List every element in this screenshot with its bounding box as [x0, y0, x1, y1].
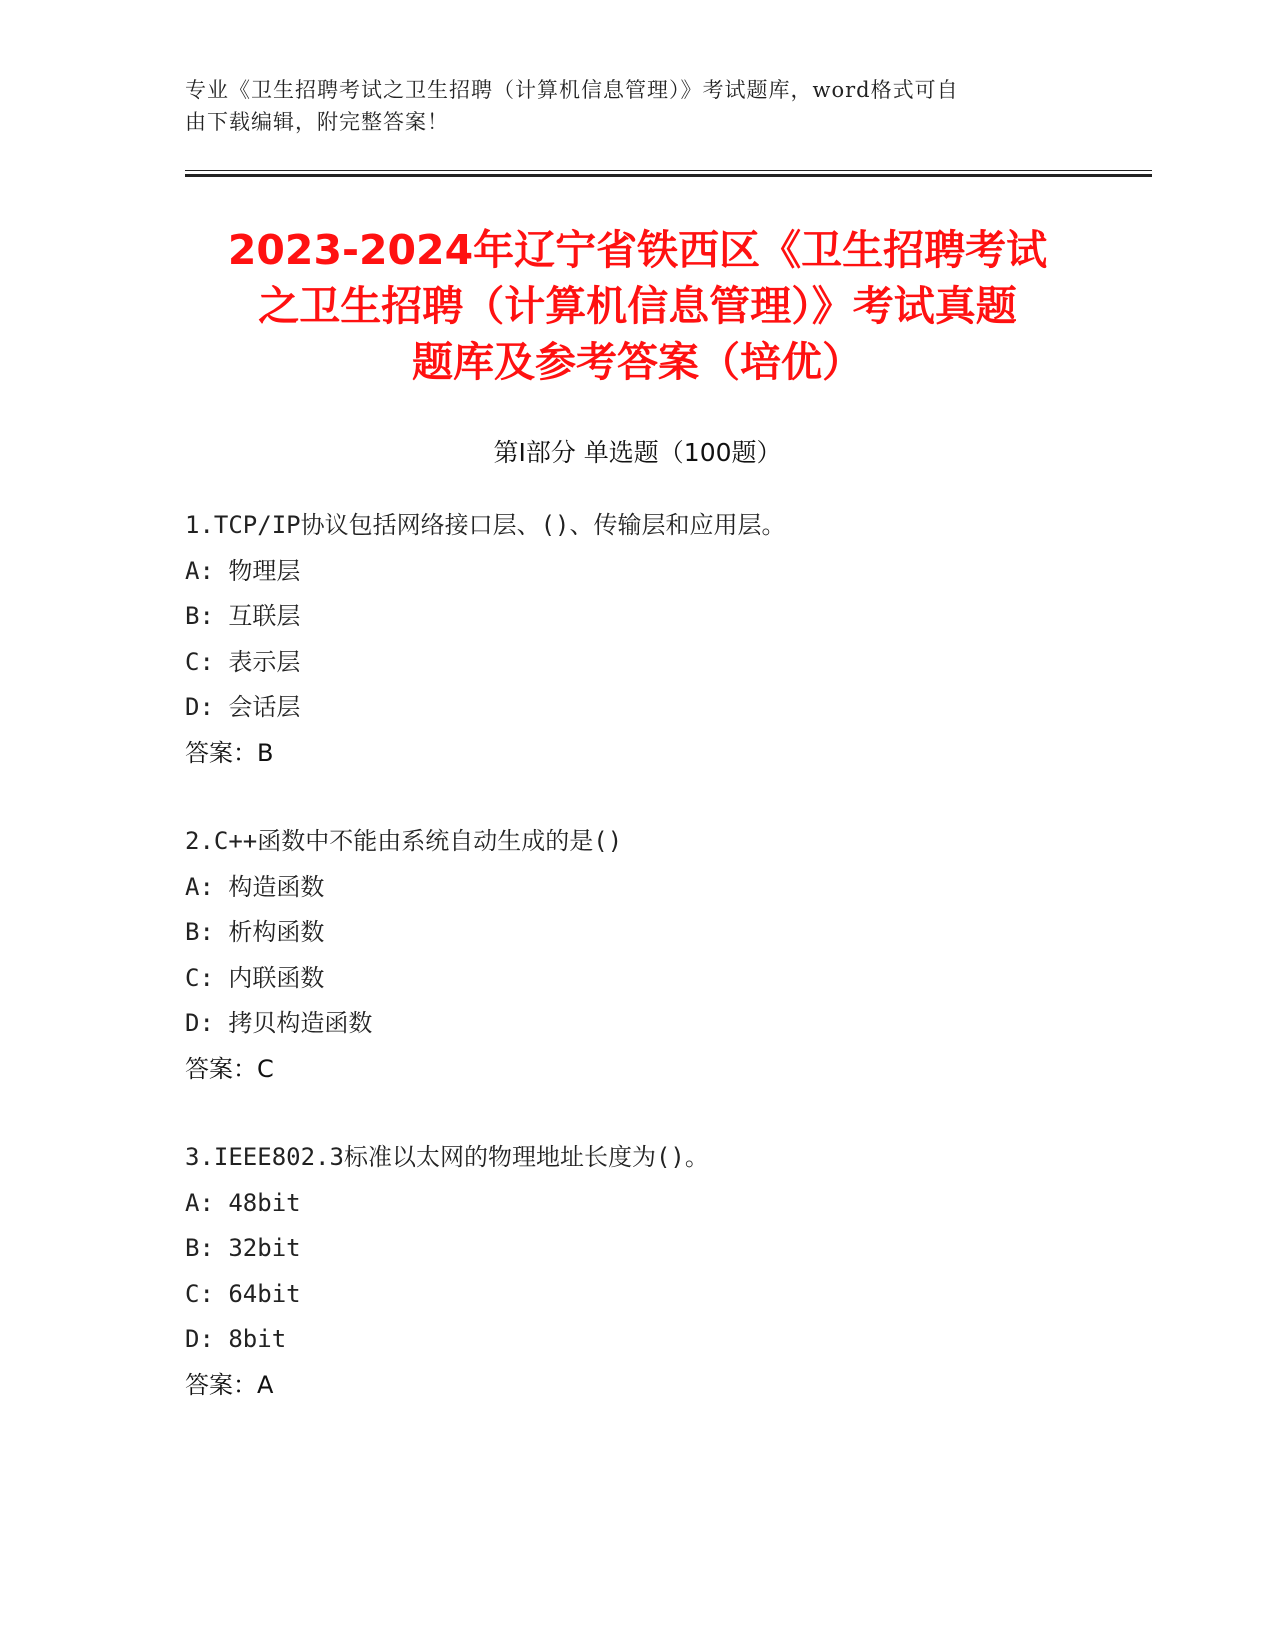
option-b: B: 互联层 [185, 602, 301, 630]
document-title-line-2: 之卫生招聘（计算机信息管理）》考试真题 [258, 282, 1017, 330]
option-c: C: 64bit [185, 1279, 301, 1308]
option-d: D: 8bit [185, 1325, 287, 1353]
header-note [185, 74, 1065, 138]
answer-line: 答案：A [185, 1370, 274, 1399]
option-a: A: 48bit [185, 1188, 301, 1217]
document-title-line-1: 2023-2024年辽宁省铁西区《卫生招聘考试 [227, 226, 1048, 274]
option-d: D: 会话层 [185, 693, 301, 721]
question-3 [185, 1135, 1085, 1408]
question-1 [185, 503, 1085, 776]
option-c: C: 表示层 [185, 647, 301, 676]
question-2 [185, 819, 1085, 1092]
option-b: B: 析构函数 [185, 918, 325, 946]
question-stem: 3.IEEE802.3标准以太网的物理地址长度为()。 [185, 1143, 709, 1171]
question-stem: 1.TCP/IP协议包括网络接口层、()、传输层和应用层。 [185, 511, 786, 539]
answer-line: 答案：C [185, 1054, 274, 1083]
option-d: D: 拷贝构造函数 [185, 1009, 373, 1037]
option-a: A: 构造函数 [185, 872, 325, 901]
header-note-line-1: 专业《卫生招聘考试之卫生招聘（计算机信息管理）》考试题库，word格式可自 [185, 78, 959, 102]
header-divider-thin [185, 170, 1152, 171]
header-divider-thick [185, 174, 1152, 177]
question-stem: 2.C++函数中不能由系统自动生成的是() [185, 827, 623, 855]
document-title [150, 222, 1125, 390]
header-note-line-2: 由下载编辑，附完整答案！ [185, 110, 449, 134]
section-title: 第Ⅰ部分 单选题（100题） [493, 438, 782, 467]
answer-line: 答案：B [185, 738, 274, 767]
option-a: A: 物理层 [185, 556, 301, 585]
option-c: C: 内联函数 [185, 963, 325, 992]
document-title-line-3: 题库及参考答案（培优） [412, 338, 863, 386]
option-b: B: 32bit [185, 1234, 301, 1262]
